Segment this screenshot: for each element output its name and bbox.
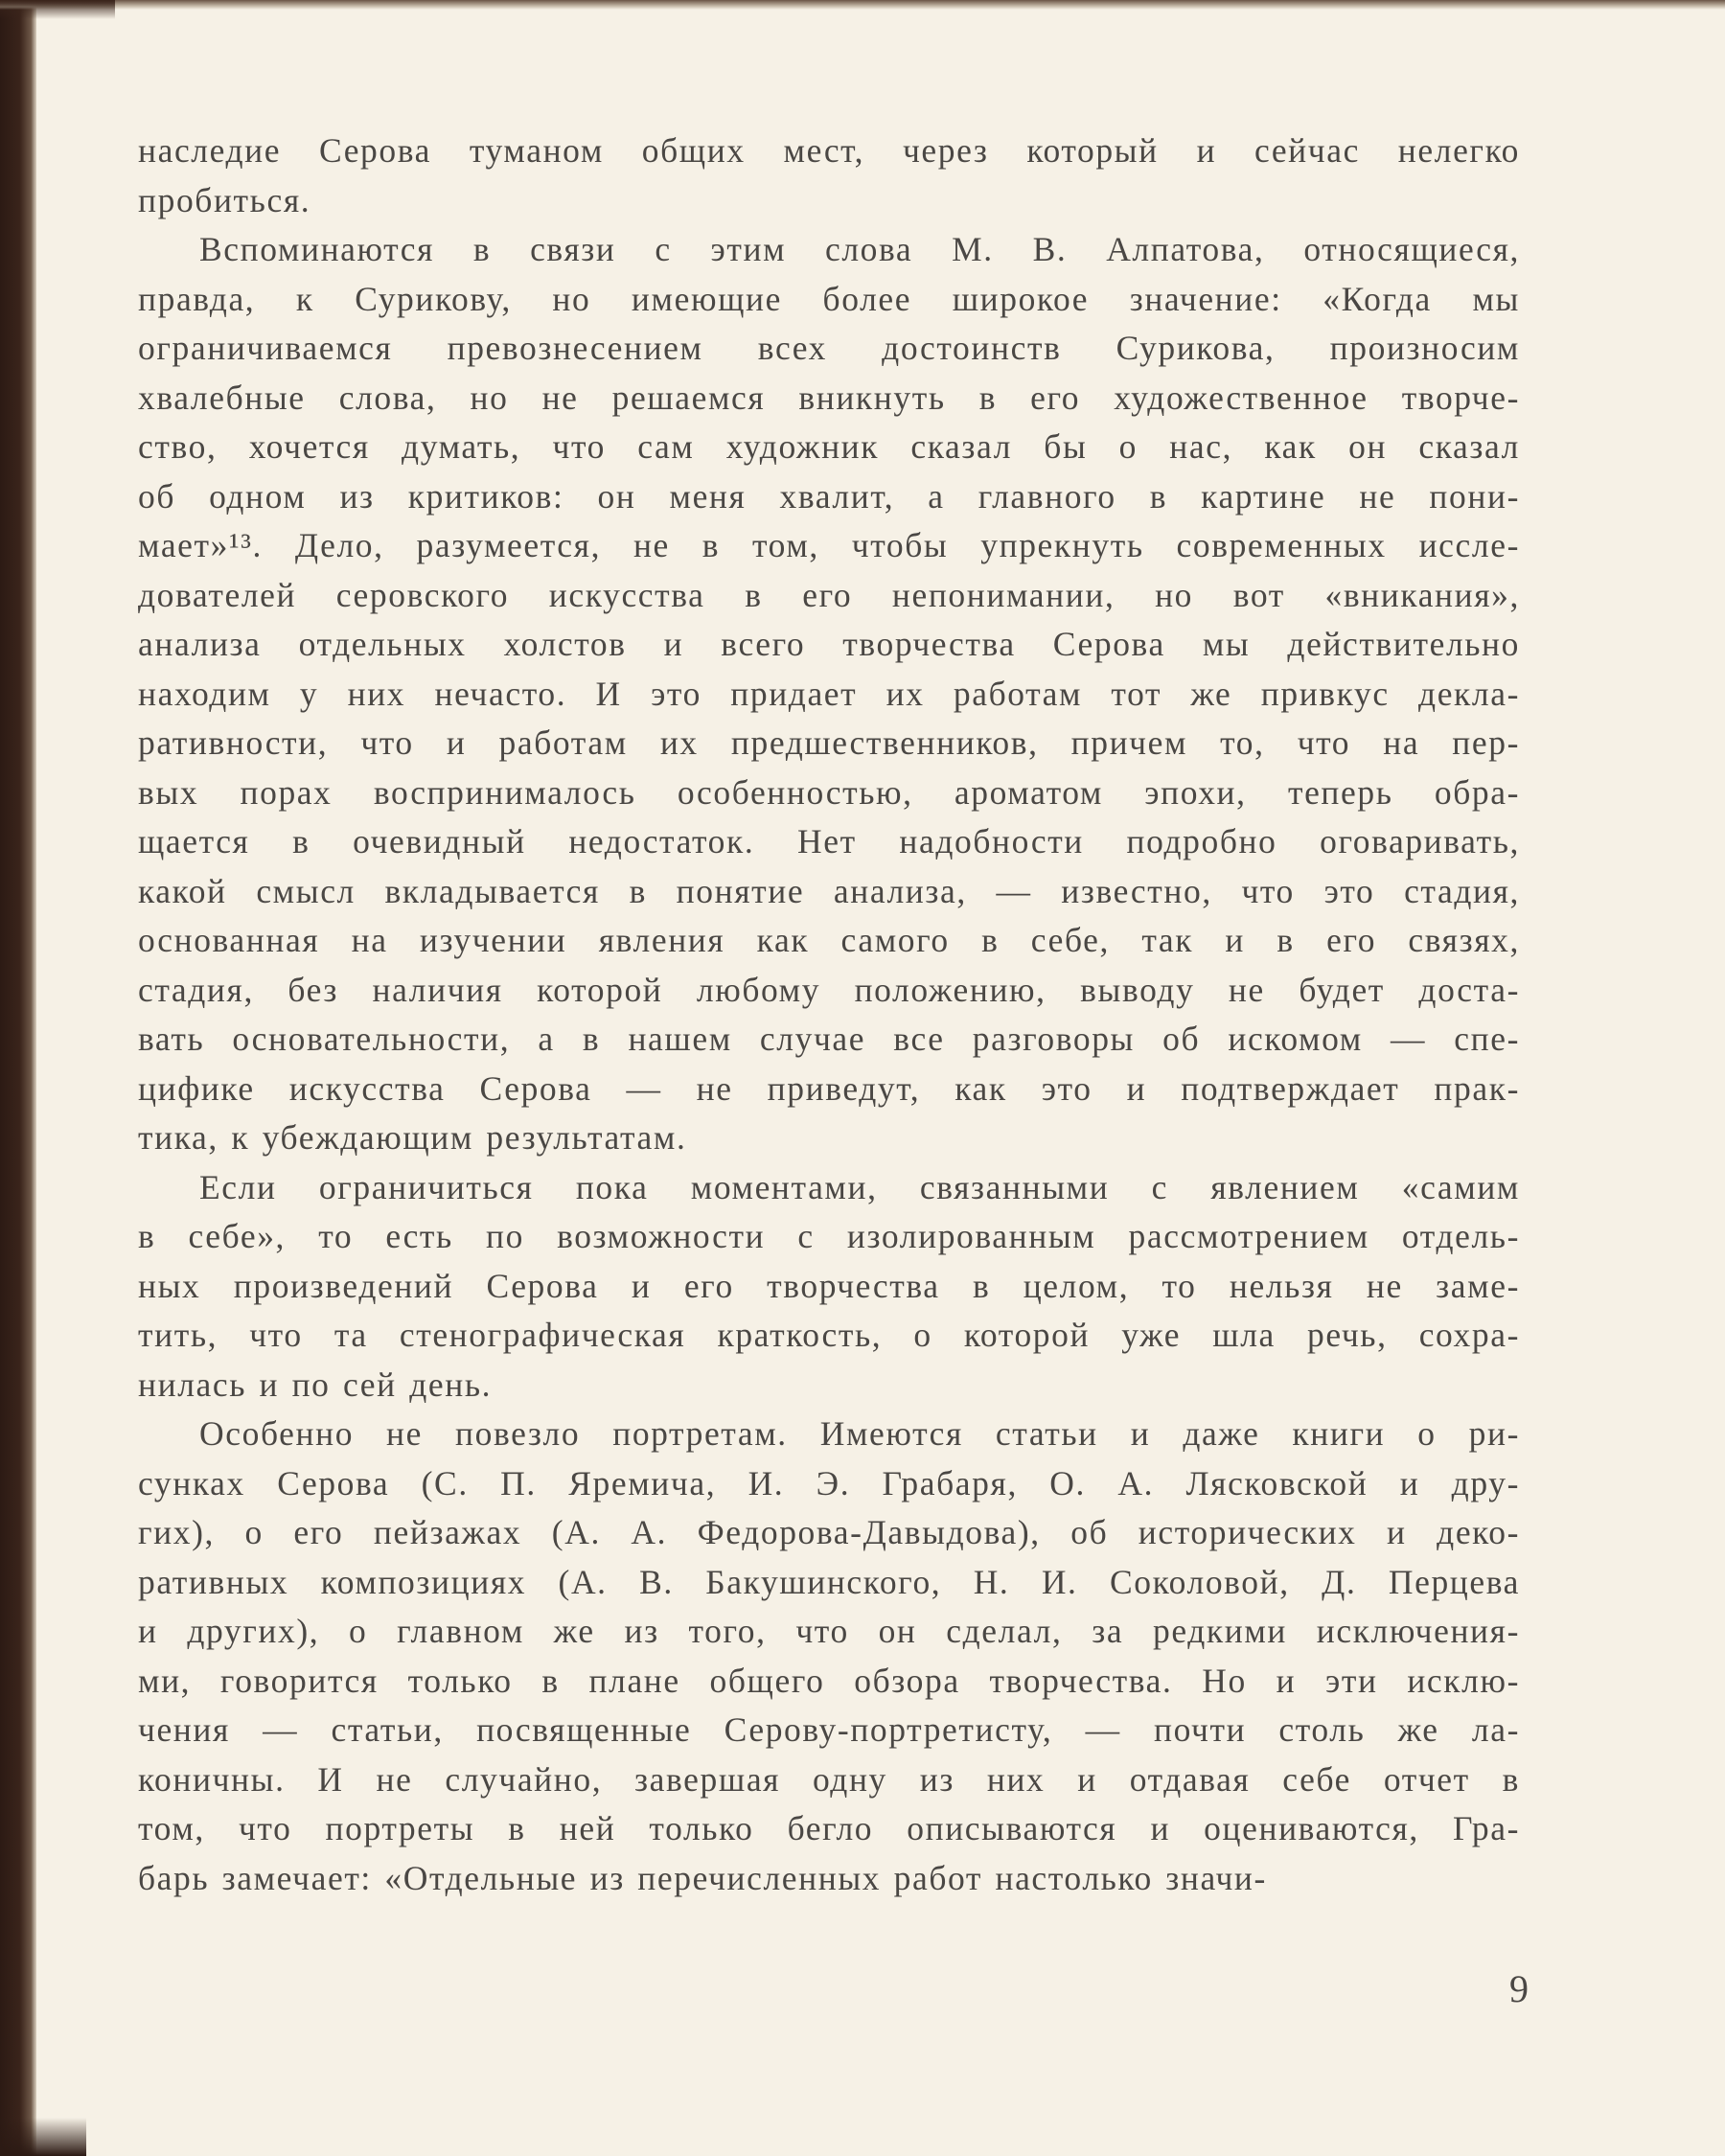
text-line: мает»¹³. Дело, разумеется, не в том, чтобы упрекнуть современных иссле- xyxy=(138,526,1520,564)
paragraph xyxy=(138,126,1520,225)
text-line: щается в очевидный недостаток. Нет надобности подробно оговаривать, xyxy=(138,822,1520,860)
text-line: ративности, что и работам их предшественников, причем то, что на пер- xyxy=(138,723,1520,762)
text-line: и других), о главном же из того, что он сделал, за редкими исключения- xyxy=(138,1612,1520,1650)
text-line: дователей серовского искусства в его непонимании, но вот «вникания», xyxy=(138,575,1520,614)
text-line: стадия, без наличия которой любому положению, выводу не будет доста- xyxy=(138,970,1520,1009)
text-line: цифике искусства Серова — не приведут, как это и подтверждает прак- xyxy=(138,1068,1520,1108)
text-line: ми, говорится только в плане общего обзора творчества. Но и эти исклю- xyxy=(138,1661,1520,1700)
paragraph xyxy=(138,225,1520,1163)
text-line: об одном из критиков: он меня хвалит, а главного в картине не пони- xyxy=(138,476,1520,516)
text-line: находим у них нечасто. И это придает их работам тот же привкус декла- xyxy=(138,674,1520,713)
scan-bottom-corner-shadow xyxy=(0,2118,86,2156)
text-line: тика, к убеждающим результатам. xyxy=(138,1118,687,1157)
text-line: в себе», то есть по возможности с изолированным рассмотрением отдель- xyxy=(138,1217,1520,1255)
text-line: вать основательности, а в нашем случае все разговоры об искомом — спе- xyxy=(138,1020,1520,1058)
text-line: основанная на изучении явления как самого в себе, так и в его связях, xyxy=(138,921,1520,959)
text-line: Если ограничиться пока моментами, связанными с явлением «самим xyxy=(199,1167,1520,1206)
text-line: ограничиваемся превознесением всех достоинств Сурикова, произносим xyxy=(138,329,1520,367)
text-line: наследие Серова туманом общих мест, через который и сейчас нелегко xyxy=(138,131,1520,170)
text-line: ство, хочется думать, что сам художник сказал бы о нас, как он сказал xyxy=(138,427,1520,466)
text-line: коничны. И не случайно, завершая одну из них и отдавая себе отчет в xyxy=(138,1759,1520,1799)
text-line: анализа отдельных холстов и всего творчества Серова мы действительно xyxy=(138,625,1520,663)
text-line: чения — статьи, посвященные Серову-портретисту, — почти столь же ла- xyxy=(138,1710,1520,1749)
text-line: тить, что та стенографическая краткость, о которой уже шла речь, сохра- xyxy=(138,1316,1520,1354)
scan-top-corner-shadow xyxy=(0,0,115,19)
paragraph xyxy=(138,1410,1520,1903)
text-line: Вспоминаются в связи с этим слова М. В. Алпатова, относящиеся, xyxy=(199,230,1520,268)
page-number: 9 xyxy=(1509,1967,1529,2010)
text-line: том, что портреты в ней только бегло описываются и оцениваются, Гра- xyxy=(138,1809,1520,1847)
text-line: ных произведений Серова и его творчества в целом, то нельзя не заме- xyxy=(138,1266,1520,1305)
text-line: ративных композициях (А. В. Бакушинского, Н. И. Соколовой, Д. Перцева xyxy=(138,1562,1520,1601)
scan-top-edge xyxy=(0,0,1725,10)
text-line: барь замечает: «Отдельные из перечисленных работ настолько значи- xyxy=(138,1858,1267,1897)
body-text xyxy=(138,126,1520,1903)
text-line: вых порах воспринималось особенностью, ароматом эпохи, теперь обра- xyxy=(138,772,1520,812)
paragraph xyxy=(138,1163,1520,1411)
scan-left-edge xyxy=(0,0,36,2156)
text-line: какой смысл вкладывается в понятие анализа, — известно, что это стадия, xyxy=(138,871,1520,910)
text-line: хвалебные слова, но не решаемся вникнуть в его художественное творче- xyxy=(138,378,1520,417)
text-line: Особенно не повезло портретам. Имеются статьи и даже книги о ри- xyxy=(199,1414,1520,1453)
text-line: правда, к Сурикову, но имеющие более широкое значение: «Когда мы xyxy=(138,279,1520,318)
text-line: пробиться. xyxy=(138,180,311,219)
text-line: сунках Серова (С. П. Яремича, И. Э. Грабаря, О. А. Лясковской и дру- xyxy=(138,1463,1520,1502)
text-line: нилась и по сей день. xyxy=(138,1365,493,1404)
text-line: гих), о его пейзажах (А. А. Федорова-Давыдова), об исторических и деко- xyxy=(138,1513,1520,1551)
